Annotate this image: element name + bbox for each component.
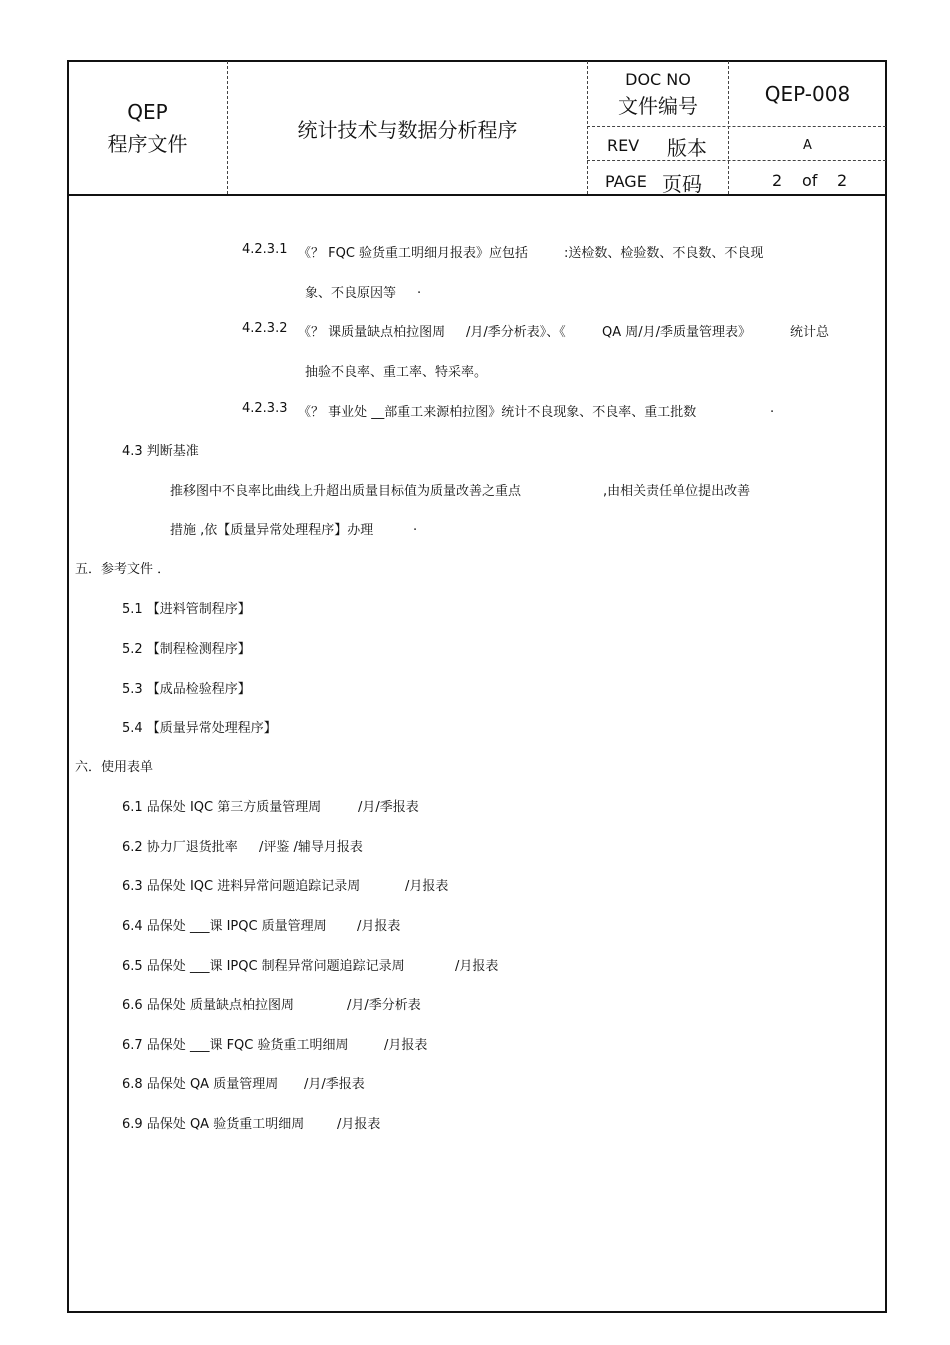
paragraph-text: 措施 ,依【质量异常处理程序】办理 <box>170 523 374 538</box>
doc-no-label-cn: 文件编号 <box>618 94 698 118</box>
form-item-suffix: /月/季分析表 <box>347 998 421 1013</box>
doc-no-label-cell <box>588 62 728 126</box>
doc-type: 程序文件 <box>107 132 188 156</box>
header-row-line-2 <box>587 160 886 161</box>
rev-label-cn: 版本 <box>667 136 707 160</box>
form-item: 6.5 品保处 ___课 IPQC 制程异常问题追踪记录周 <box>122 959 405 974</box>
form-item-suffix: /月报表 <box>337 1117 381 1132</box>
header-company-cell <box>68 62 227 194</box>
form-item-suffix: /月/季报表 <box>304 1077 365 1092</box>
doc-no-label-en: DOC NO <box>625 70 691 89</box>
header-title-cell <box>228 62 587 194</box>
form-item-suffix: /月/季报表 <box>358 800 419 815</box>
header-row-line-1 <box>587 126 886 127</box>
reference-item: 5.1 【进料管制程序】 <box>122 602 251 617</box>
clause-text: QA 周/月/季质量管理表》 <box>602 325 752 340</box>
reference-item: 5.3 【成品检验程序】 <box>122 682 251 697</box>
form-item-suffix: /月报表 <box>357 919 401 934</box>
form-item: 6.7 品保处 ___课 FQC 验货重工明细周 <box>122 1038 349 1053</box>
clause-text: :送检数、检验数、不良数、不良现 <box>564 246 764 261</box>
company-name: QEP <box>127 100 168 124</box>
clause-text: 《？ FQC 验货重工明细月报表》应包括 <box>298 246 529 261</box>
clause-text: 《？ 课质量缺点柏拉图周 <box>298 325 446 340</box>
clause-text: . <box>770 401 775 416</box>
page-current: 2 <box>772 171 783 190</box>
clause-number: 4.2.3.2 <box>242 321 288 336</box>
form-item-suffix: /月报表 <box>455 959 499 974</box>
form-item: 6.4 品保处 ___课 IPQC 质量管理周 <box>122 919 327 934</box>
doc-no-value-cell <box>729 62 886 126</box>
rev-value: A <box>803 138 812 153</box>
page-of: of <box>802 171 818 190</box>
clause-text: /月/季分析表》、《 <box>466 325 566 340</box>
reference-item: 5.2 【制程检测程序】 <box>122 642 251 657</box>
paragraph-text: ,由相关责任单位提出改善 <box>603 484 751 499</box>
form-item: 6.1 品保处 IQC 第三方质量管理周 <box>122 800 322 815</box>
page-total: 2 <box>837 171 848 190</box>
header-divider <box>67 194 887 196</box>
form-item: 6.6 品保处 质量缺点柏拉图周 <box>122 998 294 1013</box>
clause-text: . <box>417 282 422 297</box>
clause-text: 抽验不良率、重工率、特采率。 <box>305 365 488 380</box>
clause-number: 4.2.3.3 <box>242 401 288 416</box>
chapter-heading: 五．参考文件 ． <box>75 562 171 577</box>
form-item-suffix: /评鉴 /辅导月报表 <box>259 840 363 855</box>
page-label-cn: 页码 <box>662 172 702 196</box>
form-item: 6.3 品保处 IQC 进料异常问题追踪记录周 <box>122 879 361 894</box>
form-item: 6.8 品保处 QA 质量管理周 <box>122 1077 279 1092</box>
form-item-suffix: /月报表 <box>405 879 449 894</box>
reference-item: 5.4 【质量异常处理程序】 <box>122 721 277 736</box>
section-heading: 4.3 判断基准 <box>122 444 199 459</box>
document-title: 统计技术与数据分析程序 <box>297 117 518 142</box>
clause-text: 象、不良原因等 <box>305 286 397 301</box>
paragraph-text: . <box>413 519 418 534</box>
form-item: 6.2 协力厂退货批率 <box>122 840 238 855</box>
rev-label-en: REV <box>607 136 640 155</box>
chapter-heading: 六．使用表单 <box>75 760 154 775</box>
form-item-suffix: /月报表 <box>384 1038 428 1053</box>
paragraph-text: 推移图中不良率比曲线上升超出质量目标值为质量改善之重点 <box>170 484 522 499</box>
doc-no-value: QEP-008 <box>764 82 851 106</box>
clause-text: 《？ 事业处 __部重工来源柏拉图》统计不良现象、不良率、重工批数 <box>298 405 697 420</box>
page-label-en: PAGE <box>605 172 647 191</box>
clause-number: 4.2.3.1 <box>242 242 288 257</box>
clause-text: 统计总 <box>790 325 830 340</box>
form-item: 6.9 品保处 QA 验货重工明细周 <box>122 1117 305 1132</box>
